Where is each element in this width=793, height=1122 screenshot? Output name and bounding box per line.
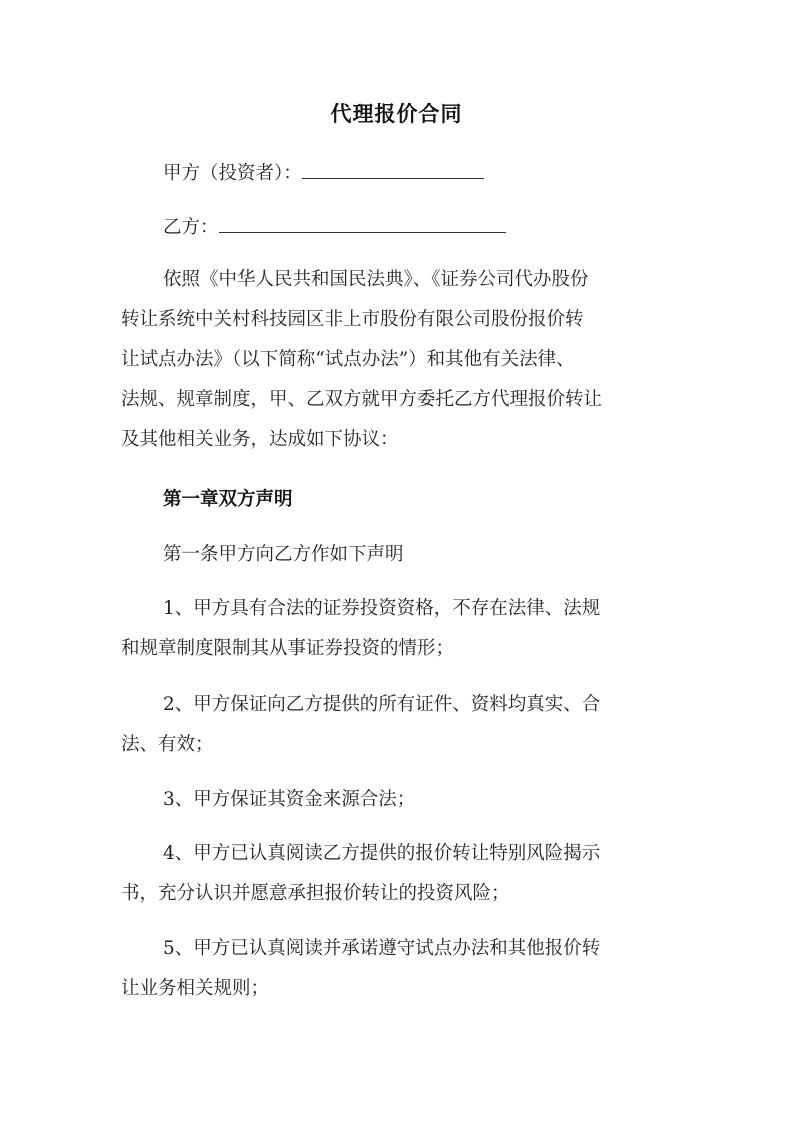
list-item: 2、甲方保证向乙方提供的所有证件、资料均真实、合 法、有效； xyxy=(121,694,601,755)
preamble-line: 依照《中华人民共和国民法典》、《证券公司代办股份 xyxy=(163,269,589,290)
preamble-line: 法规、规章制度，甲、乙双方就甲方委托乙方代理报价转让 xyxy=(121,389,603,410)
list-item: 5、甲方已认真阅读并承诺遵守试点办法和其他报价转 让业务相关规则； xyxy=(121,938,601,999)
list-item: 3、甲方保证其资金来源合法； xyxy=(163,789,416,810)
article-heading: 第一条甲方向乙方作如下声明 xyxy=(163,544,404,565)
party-b-label: 乙方： xyxy=(163,217,219,238)
party-b-blank[interactable] xyxy=(219,210,506,233)
list-item: 1、甲方具有合法的证券投资资格，不存在法律、法规 和规章制度限制其从事证券投资的情形； xyxy=(121,598,601,659)
chapter-heading: 第一章双方声明 xyxy=(163,489,293,510)
list-item: 4、甲方已认真阅读乙方提供的报价转让特别风险揭示 书，充分认识并愿意承担报价转让的投资风险； xyxy=(121,843,601,904)
document-title: 代理报价合同 xyxy=(330,101,463,126)
preamble-line: 让试点办法》（以下简称“试点办法”）和其他有关法律、 xyxy=(121,349,575,370)
preamble-line: 及其他相关业务，达成如下协议： xyxy=(121,429,399,450)
party-a-blank[interactable] xyxy=(302,156,484,179)
party-b-line xyxy=(121,208,677,248)
preamble-paragraph xyxy=(121,260,677,460)
party-a-label: 甲方（投资者）： xyxy=(163,163,302,184)
party-a-line xyxy=(121,154,677,194)
preamble-line: 转让系统中关村科技园区非上市股份有限公司股份报价转 xyxy=(121,309,584,330)
